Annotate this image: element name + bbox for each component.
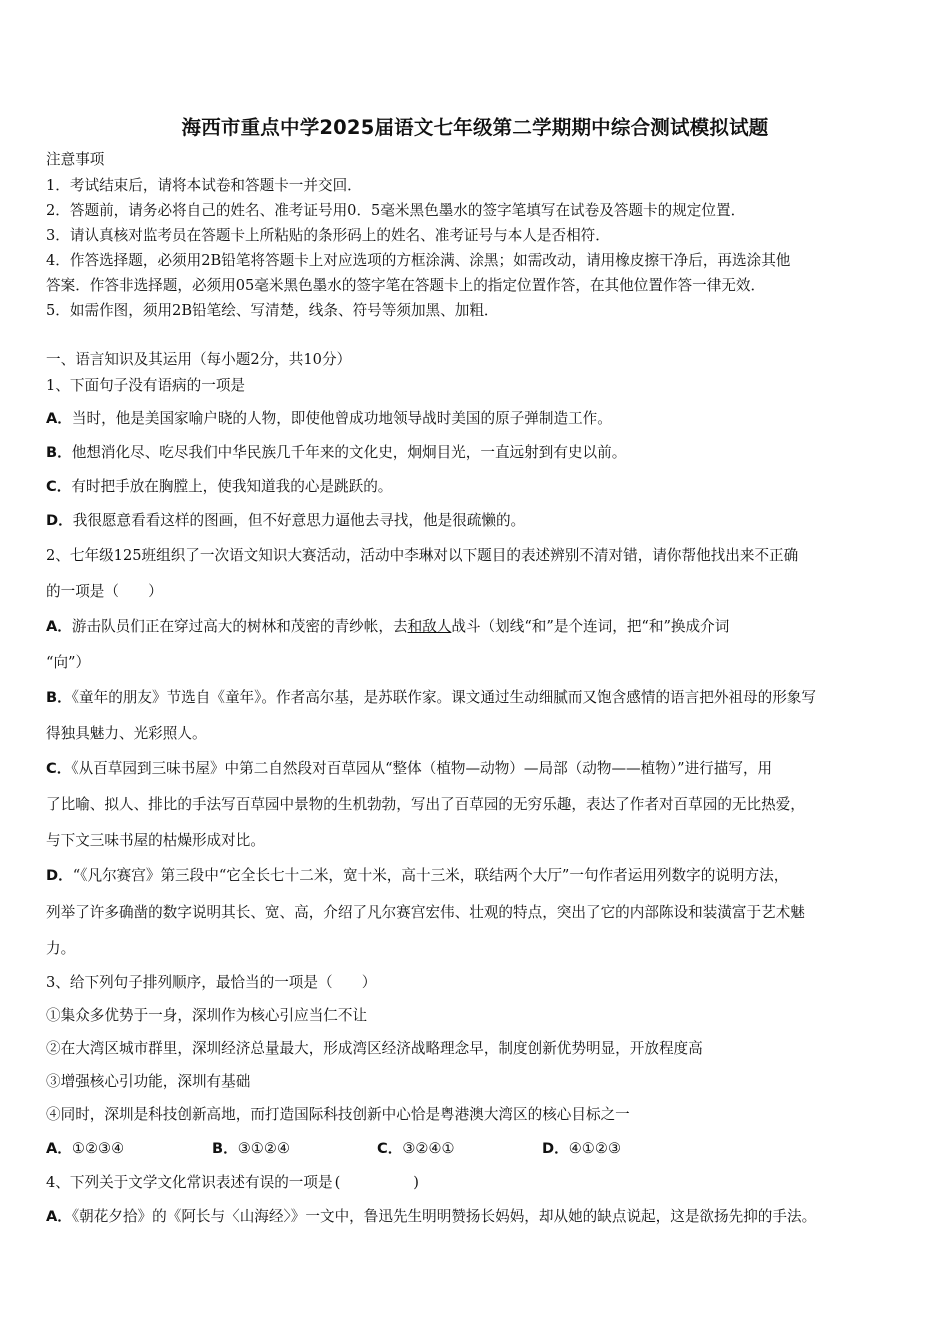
answer-parentheses: ( ) bbox=[334, 1174, 419, 1191]
option-text: 游击队员们正在穿过高大的树林和茂密的青纱帐，去 bbox=[71, 618, 408, 635]
option-text: 他想消化尽、吃尽我们中华民族几千年来的文化史，炯炯目光，一直远射到有史以前。 bbox=[71, 444, 627, 461]
question-4-option-a bbox=[46, 1207, 816, 1227]
option-label: C． bbox=[377, 1140, 403, 1157]
option-text: ③②④① bbox=[402, 1140, 455, 1157]
question-3-stem: 3、给下列句子排列顺序，最恰当的一项是（ ） bbox=[46, 974, 377, 991]
option-text: 《朝花夕拾》的《阿长与〈山海经〉》一文中，鲁迅先生明明赞扬长妈妈，却从她的缺点说起，这是欲扬先抑的手法。 bbox=[71, 1208, 817, 1225]
question-4-stem bbox=[46, 1173, 419, 1193]
option-text: 有时把手放在胸膛上，使我知道我的心是跳跃的。 bbox=[71, 478, 393, 495]
option-text: 战斗（划线“和”是个连词，把“和”换成介词 bbox=[451, 618, 730, 635]
option-label: B． bbox=[212, 1140, 238, 1157]
option-continuation: 力。 bbox=[46, 940, 76, 957]
option-continuation: 得独具魅力、光彩照人。 bbox=[46, 725, 207, 742]
notice-item: 5．如需作图，须用2B铅笔绘、写清楚，线条、符号等须加黑、加粗． bbox=[46, 302, 499, 319]
option-continuation: 与下文三味书屋的枯燥形成对比。 bbox=[46, 832, 265, 849]
question-2-stem-cont: 的一项是（ ） bbox=[46, 583, 163, 600]
option-text: 我很愿意看看这样的图画，但不好意思力逼他去寻找，他是很疏懒的。 bbox=[72, 512, 526, 529]
option-text: 《童年的朋友》节选自《童年》。作者高尔基，是苏联作家。课文通过生动细腻而又饱含感情的语言把外祖母的形象写 bbox=[71, 689, 816, 706]
option-continuation: “向”） bbox=[46, 654, 91, 671]
question-1-stem: 1、下面句子没有语病的一项是 bbox=[46, 377, 246, 394]
option-label: A． bbox=[46, 410, 72, 427]
question-3-option-c bbox=[377, 1139, 455, 1159]
option-text: “《凡尔赛宫》第三段中“它全长七十二米，宽十米，高十三米，联结两个大厅”一句作者运用列数字的说明方法， bbox=[72, 867, 789, 884]
question-3-option-a bbox=[46, 1139, 124, 1159]
question-2-option-d bbox=[46, 866, 788, 886]
notice-item: 答案．作答非选择题，必须用05毫米黑色墨水的签字笔在答题卡上的指定位置作答，在其他位置作答一律无效． bbox=[46, 277, 766, 294]
option-label: A． bbox=[46, 1208, 72, 1225]
question-2-option-c bbox=[46, 759, 772, 779]
option-continuation: 列举了许多确凿的数字说明其长、宽、高，介绍了凡尔赛宫宏伟、壮观的特点，突出了它的内部陈设和装潢富于艺术魅 bbox=[46, 904, 805, 921]
option-label: C． bbox=[46, 760, 72, 777]
option-label: D． bbox=[46, 512, 73, 529]
question-text: 4、下列关于文学文化常识表述有误的一项是 bbox=[46, 1174, 333, 1191]
underlined-phrase: 和敌人 bbox=[407, 618, 452, 635]
question-1-option-a bbox=[46, 409, 612, 429]
option-continuation: 了比喻、拟人、排比的手法写百草园中景物的生机勃勃，写出了百草园的无穷乐趣，表达了作者对百草园的无比热爱， bbox=[46, 796, 805, 813]
notice-heading: 注意事项 bbox=[46, 151, 105, 168]
sentence-1: ①集众多优势于一身，深圳作为核心引应当仁不让 bbox=[46, 1007, 368, 1024]
option-label: A． bbox=[46, 1140, 72, 1157]
sentence-2: ②在大湾区城市群里，深圳经济总量最大，形成湾区经济战略理念早，制度创新优势明显，开放程度高 bbox=[46, 1040, 703, 1057]
option-label: A． bbox=[46, 618, 72, 635]
question-3-option-b bbox=[212, 1139, 290, 1159]
option-label: D． bbox=[542, 1140, 569, 1157]
notice-item: 3．请认真核对监考员在答题卡上所粘贴的条形码上的姓名、准考证号与本人是否相符． bbox=[46, 227, 610, 244]
question-1-option-c bbox=[46, 477, 392, 497]
option-text: ④①②③ bbox=[568, 1140, 622, 1157]
option-label: B． bbox=[46, 444, 72, 461]
notice-item: 1．考试结束后，请将本试卷和答题卡一并交回． bbox=[46, 177, 362, 194]
option-text: 当时，他是美国家喻户晓的人物，即使他曾成功地领导战时美国的原子弹制造工作。 bbox=[71, 410, 612, 427]
option-label: C． bbox=[46, 478, 72, 495]
exam-title: 海西市重点中学2025届语文七年级第二学期期中综合测试模拟试题 bbox=[181, 116, 769, 139]
sentence-3: ③增强核心引功能，深圳有基础 bbox=[46, 1073, 251, 1090]
notice-item: 2．答题前，请务必将自己的姓名、准考证号用0．5毫米黑色墨水的签字笔填写在试卷及答题卡的规定位置． bbox=[46, 202, 746, 219]
option-label: D． bbox=[46, 867, 73, 884]
question-3-option-d bbox=[542, 1139, 621, 1159]
option-text: ①②③④ bbox=[71, 1140, 125, 1157]
question-1-option-b bbox=[46, 443, 626, 463]
sentence-4: ④同时，深圳是科技创新高地，而打造国际科技创新中心恰是粤港澳大湾区的核心目标之一 bbox=[46, 1106, 630, 1123]
question-2-option-b bbox=[46, 688, 816, 708]
question-2-stem: 2、七年级125班组织了一次语文知识大赛活动，活动中李琳对以下题目的表述辨别不清对错，请你帮他找出来不正确 bbox=[46, 547, 799, 564]
question-1-option-d bbox=[46, 511, 525, 531]
option-label: B． bbox=[46, 689, 72, 706]
option-text: 《从百草园到三味书屋》中第二自然段对百草园从“整体（植物—动物）—局部（动物——植物）”进行描写，用 bbox=[71, 760, 773, 777]
section-heading: 一、语言知识及其运用（每小题2分，共10分） bbox=[46, 351, 352, 368]
notice-item: 4．作答选择题，必须用2B铅笔将答题卡上对应选项的方框涂满、涂黑；如需改动，请用橡皮擦干净后，再选涂其他 bbox=[46, 252, 791, 269]
option-text: ③①②④ bbox=[237, 1140, 291, 1157]
question-2-option-a bbox=[46, 617, 729, 637]
